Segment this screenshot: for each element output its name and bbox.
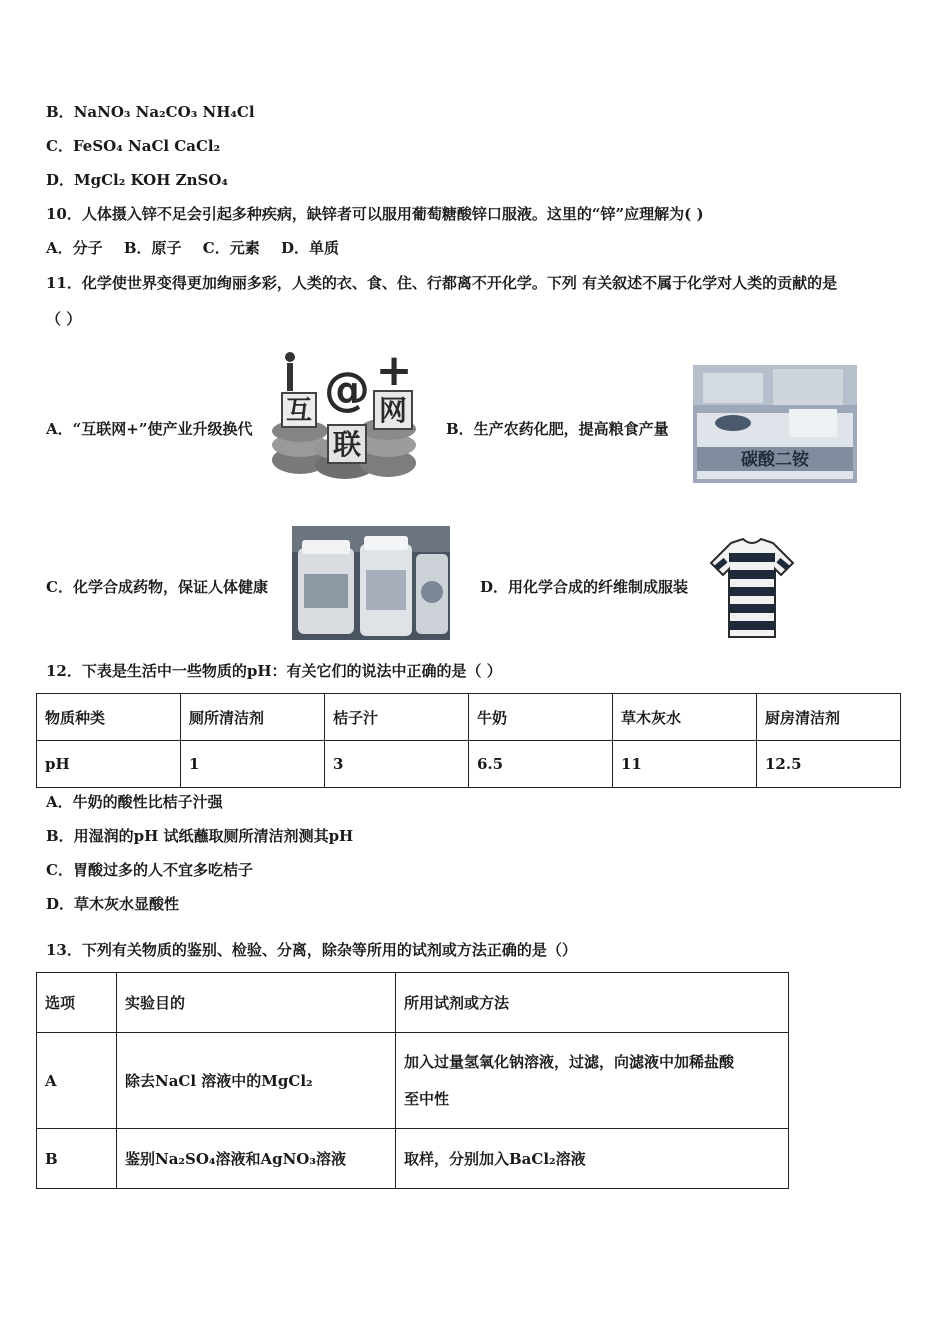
q11-option-c: C．化学合成药物，保证人体健康 [46,578,268,596]
table-cell: pH [37,741,181,788]
q11-option-a: A．“互联网+”使产业升级换代 [46,420,253,438]
medicine-bottles-image [292,526,450,640]
q9-option-d: D．MgCl₂ KOH ZnSO₄ [46,171,228,189]
q10-option-d: D．单质 [280,239,339,257]
table-cell: 鉴别Na₂SO₄溶液和AgNO₃溶液 [117,1129,396,1189]
fertilizer-bags-image [693,365,857,483]
table-cell: 6.5 [469,741,613,788]
table-cell [396,1033,789,1129]
q10-options [46,238,339,258]
table-header-cell: 厕所清洁剂 [181,694,325,741]
table-cell: 11 [613,741,757,788]
internet-char-plus: + [375,345,413,396]
internet-char-hu: 互 [285,396,313,426]
q11-option-b: B．生产农药化肥，提高粮食产量 [446,420,669,438]
striped-shirt-image [709,535,795,640]
table-header-cell: 厨房清洁剂 [757,694,901,741]
internet-char-lian: 联 [332,428,362,461]
q13-experiment-table [36,972,789,1189]
table-cell: 12.5 [757,741,901,788]
q12-option-d: D．草木灰水显酸性 [46,895,180,913]
q9-option-b: B．NaNO₃ Na₂CO₃ NH₄Cl [46,103,255,121]
q12-ph-table [36,693,901,788]
table-cell: B [37,1129,117,1189]
internet-plus-image [270,345,420,483]
table-row [37,1033,789,1129]
method-line: 加入过量氢氧化钠溶液，过滤，向滤液中加稀盐酸 [404,1052,735,1071]
internet-char-wang: 网 [378,394,408,427]
method-line: 至中性 [404,1089,450,1108]
table-header-cell: 物质种类 [37,694,181,741]
q12-option-c: C．胃酸过多的人不宜多吃桔子 [46,861,253,879]
q11-stem-cont: （ ） [46,310,82,328]
table-cell: 取样，分别加入BaCl₂溶液 [396,1129,789,1189]
table-row [37,694,901,741]
table-cell: 1 [181,741,325,788]
table-header-cell: 实验目的 [117,973,396,1033]
table-cell: 3 [325,741,469,788]
q10-stem: 10．人体摄入锌不足会引起多种疾病，缺锌者可以服用葡萄糖酸锌口服液。这里的“锌”应理解为( ) [46,205,704,223]
table-cell: 除去NaCl 溶液中的MgCl₂ [117,1033,396,1129]
table-header-cell: 草木灰水 [613,694,757,741]
q11-stem: 11．化学使世界变得更加绚丽多彩，人类的衣、食、住、行都离不开化学。下列 有关叙述不属于化学对人类的贡献的是 [46,274,838,292]
q10-option-b: B．原子 [123,239,182,257]
q12-option-a: A．牛奶的酸性比桔子汁强 [46,793,223,811]
q13-stem: 13．下列有关物质的鉴别、检验、分离，除杂等所用的试剂或方法正确的是（） [46,941,577,959]
fertilizer-bag-label: 碳酸二铵 [741,450,809,470]
q11-option-d: D．用化学合成的纤维制成服装 [480,578,689,596]
internet-char-at: @ [324,362,370,416]
q10-option-c: C．元素 [202,239,260,257]
table-row [37,1129,789,1189]
table-header-cell: 所用试剂或方法 [396,973,789,1033]
table-row [37,973,789,1033]
q12-stem: 12．下表是生活中一些物质的pH：有关它们的说法中正确的是（ ） [46,662,502,680]
q12-option-b: B．用湿润的pH 试纸蘸取厕所清洁剂测其pH [46,827,354,845]
table-header-cell: 牛奶 [469,694,613,741]
table-cell: A [37,1033,117,1129]
table-header-cell: 桔子汁 [325,694,469,741]
table-header-cell: 选项 [37,973,117,1033]
q10-option-a: A．分子 [46,239,103,257]
table-row [37,741,901,788]
q9-option-c: C．FeSO₄ NaCl CaCl₂ [46,137,221,155]
